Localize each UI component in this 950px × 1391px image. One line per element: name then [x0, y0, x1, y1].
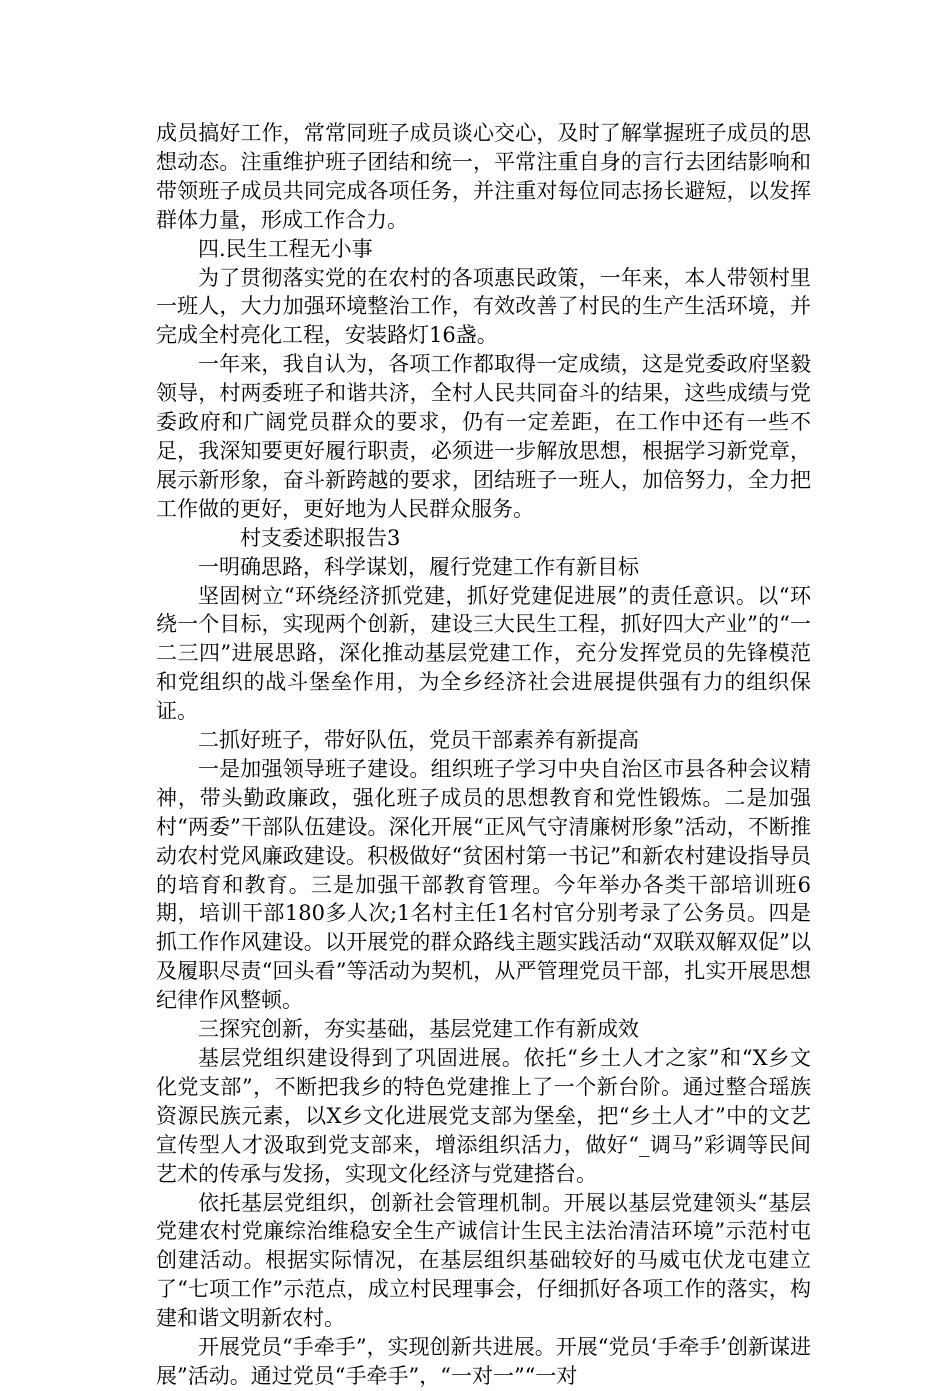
section-heading-2: 二抓好班子，带好队伍，党员干部素养有新提高	[198, 728, 639, 753]
paragraph-8: 开展党员“手牵手”，实现创新共进展。开展“党员‘手牵手’创新谋进展”活动。通过党员“手牵手”，“一对一”“一对	[156, 1335, 811, 1388]
section-heading-4: 四.民生工程无小事	[198, 236, 373, 261]
report-title: 村支委述职报告3	[240, 525, 401, 550]
section-heading-3: 三探究创新，夯实基础，基层党建工作有新成效	[198, 1017, 639, 1042]
document-body	[156, 119, 811, 1391]
paragraph-2: 为了贯彻落实党的在农村的各项惠民政策，一年来，本人带领村里一班人，大力加强环境整治工作，有效改善了村民的生产生活环境，并完成全村亮化工程，安装路灯16盏。	[156, 265, 811, 348]
paragraph-6: 基层党组织建设得到了巩固进展。依托“乡土人才之家”和“X乡文化党支部”，不断把我乡的特色党建推上了一个新台阶。通过整合瑶族资源民族元素，以X乡文化进展党支部为堡垒，把“乡土人才”中的文艺宣传型人才汲取到党支部来，增添组织活力，做好“_调马”彩调等民间艺术的传承与发扬，实现文化经济与党建搭台。	[156, 1046, 811, 1186]
section-heading-1: 一明确思路，科学谋划，履行党建工作有新目标	[198, 554, 639, 579]
paragraph-7: 依托基层党组织，创新社会管理机制。开展以基层党建领头“基层党建农村党廉综治维稳安全生产诚信计生民主法治清洁环境”示范村屯创建活动。根据实际情况，在基层组织基础较好的马威屯伏龙屯建立了“七项工作”示范点，成立村民理事会，仔细抓好各项工作的落实，构建和谐文明新农村。	[156, 1190, 811, 1331]
paragraph-1: 成员搞好工作，常常同班子成员谈心交心，及时了解掌握班子成员的思想动态。注重维护班子团结和统一，平常注重自身的言行去团结影响和带领班子成员共同完成各项任务，并注重对每位同志扬长避短，以发挥群体力量，形成工作合力。	[156, 121, 811, 232]
paragraph-3: 一年来，我自认为，各项工作都取得一定成绩，这是党委政府坚毅领导，村两委班子和谐共济，全村人民共同奋斗的结果，这些成绩与党委政府和广阔党员群众的要求，仍有一定差距，在工作中还有一些不足，我深知要更好履行职责，必须进一步解放思想，根据学习新党章，展示新形象，奋斗新跨越的要求，团结班子一班人，加倍努力，全力把工作做的更好，更好地为人民群众服务。	[156, 352, 811, 521]
paragraph-4: 坚固树立“环绕经济抓党建，抓好党建促进展”的责任意识。以“环绕一个目标，实现两个创新，建设三大民生工程，抓好四大产业”的“一二三四”进展思路，深化推动基层党建工作，充分发挥党员的先锋模范和党组织的战斗堡垒作用，为全乡经济社会进展提供强有力的组织保证。	[156, 583, 811, 724]
paragraph-5: 一是加强领导班子建设。组织班子学习中央自治区市县各种会议精神，带头勤政廉政，强化班子成员的思想教育和党性锻炼。二是加强村“两委”干部队伍建设。深化开展“正风气守清廉树形象”活动，不断推动农村党风廉政建设。积极做好“贫困村第一书记”和新农村建设指导员的培育和教育。三是加强干部教育管理。今年举办各类干部培训班6期，培训干部180多人次;1名村主任1名村官分别考录了公务员。四是抓工作作风建设。以开展党的群众路线主题实践活动“双联双解双促”以及履职尽责“回头看”等活动为契机，从严管理党员干部，扎实开展思想纪律作风整顿。	[156, 756, 811, 1013]
